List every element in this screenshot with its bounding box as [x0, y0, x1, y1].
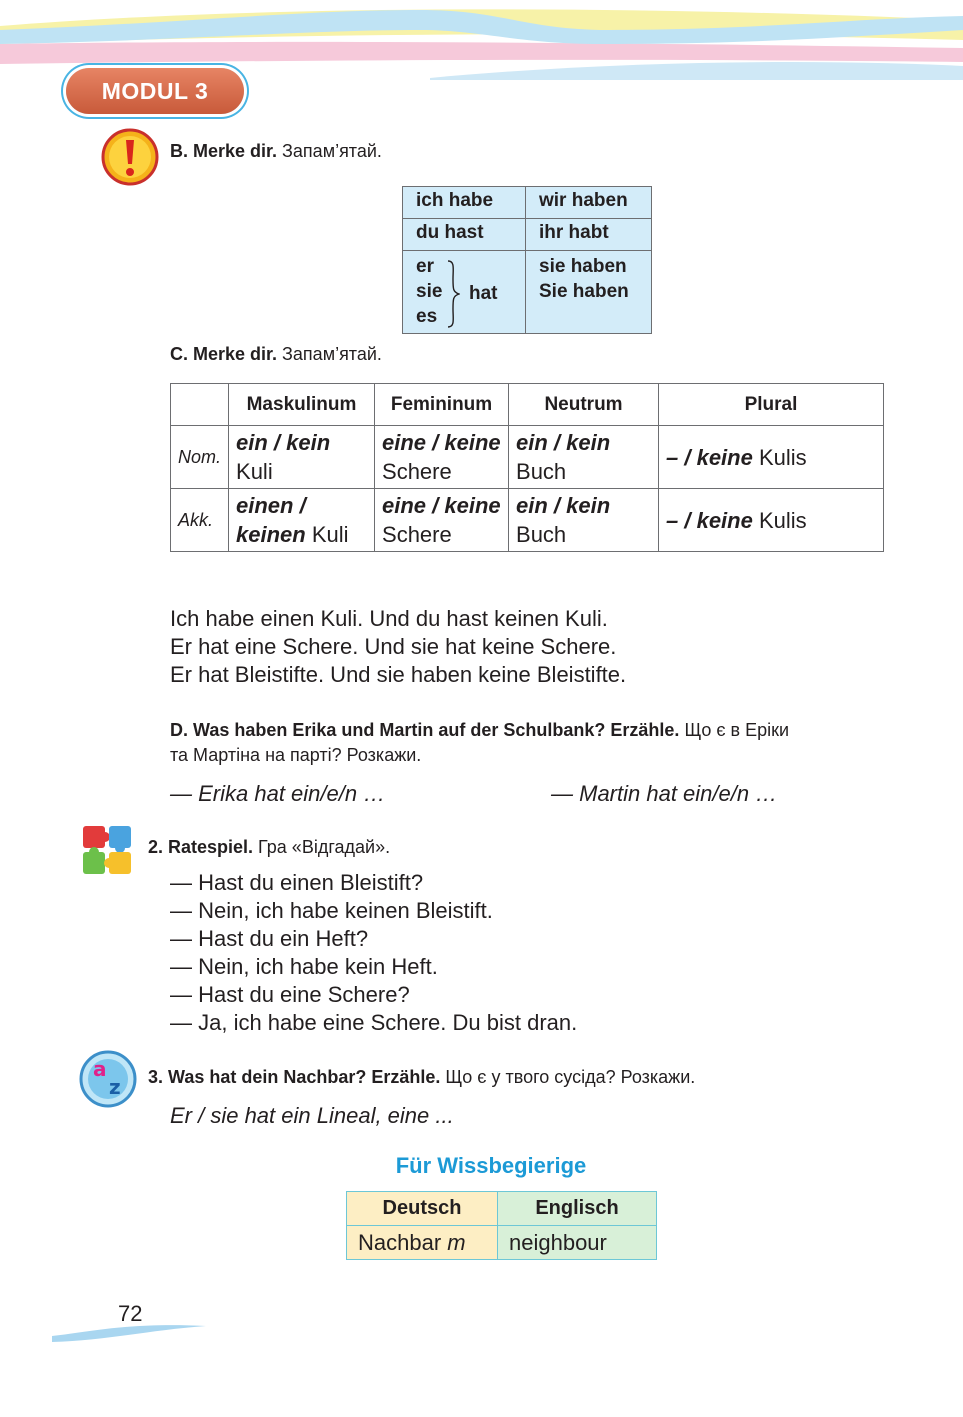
sie-haben-text: sie haben: [539, 256, 627, 277]
modul-badge: MODUL 3: [66, 68, 244, 114]
case-nom: Nom.: [171, 426, 229, 489]
vocab-en-word: neighbour: [498, 1226, 657, 1260]
section-c-heading: C. Merke dir. Запам’ятай.: [170, 344, 382, 364]
answer-erika: — Erika hat ein/e/n …: [170, 781, 386, 806]
col-header-maskulinum: Maskulinum: [229, 384, 375, 426]
task-3-example: Er / sie hat ein Lineal, eine ...: [170, 1103, 454, 1128]
dialogue-line: — Nein, ich habe kein Heft.: [170, 954, 438, 979]
cell-wir-haben: wir haben: [526, 187, 652, 219]
exclamation-icon: [101, 128, 159, 186]
cell-nom-plural: – / keine Kulis: [659, 426, 884, 489]
answer-martin: — Martin hat ein/e/n …: [551, 781, 778, 806]
cell-ihr-habt: ihr habt: [526, 219, 652, 251]
vocab-table: [346, 1191, 657, 1260]
dialogue-line: — Ja, ich habe eine Schere. Du bist dran.: [170, 1010, 578, 1035]
cell-ich-habe: ich habe: [403, 187, 526, 219]
puzzle-icon: [79, 822, 137, 877]
cell-nom-neut: ein / kein Buch: [509, 426, 659, 489]
cell-akk-neut: ein / kein Buch: [509, 489, 659, 552]
vocab-header-englisch: Englisch: [498, 1192, 657, 1226]
cell-sie-haben: [526, 251, 652, 334]
table-row: [171, 426, 884, 489]
example-line: Er hat Bleistifte. Und sie haben keine Bleistifte.: [170, 662, 627, 687]
section-d-heading: D. Was haben Erika und Martin auf der Schulbank? Erzähle. Що є в Еріки та Мартіна на парті? Розкажи.: [170, 720, 790, 765]
cell-du-hast: du hast: [403, 219, 526, 251]
svg-text:a: a: [93, 1057, 107, 1081]
footer-swoosh: [50, 1318, 210, 1348]
pronoun-sie: sie: [416, 281, 443, 302]
dialogue-line: — Hast du eine Schere?: [170, 982, 410, 1007]
task-2-heading: 2. Ratespiel. Гра «Відгадай».: [148, 837, 391, 857]
vocab-header-deutsch: Deutsch: [347, 1192, 498, 1226]
cell-nom-fem: eine / keine Schere: [375, 426, 509, 489]
section-b-heading: B. Merke dir. Запам’ятай.: [170, 141, 382, 161]
col-header-neutrum: Neutrum: [509, 384, 659, 426]
col-header-plural: Plural: [659, 384, 884, 426]
dialogue-line: — Hast du einen Bleistift?: [170, 870, 424, 895]
example-sentences: [170, 605, 626, 689]
col-header-femininum: Femininum: [375, 384, 509, 426]
case-akk: Akk.: [171, 489, 229, 552]
pronoun-es: es: [416, 306, 438, 327]
svg-text:z: z: [109, 1075, 121, 1099]
ratespiel-dialogue: [170, 869, 577, 1037]
cell-er-sie-es-hat: [403, 251, 526, 334]
article-table: [170, 383, 884, 552]
cell-akk-fem: eine / keine Schere: [375, 489, 509, 552]
example-line: Er hat eine Schere. Und sie hat keine Schere.: [170, 634, 617, 659]
verb-haben-table: [402, 186, 652, 334]
pronoun-er: er: [416, 256, 434, 277]
page-number: 72: [118, 1301, 143, 1326]
a-z-icon: [79, 1050, 137, 1108]
task-3-heading: 3. Was hat dein Nachbar? Erzähle. Що є у твого сусіда? Розкажи.: [148, 1067, 696, 1087]
wissbegierige-title: Für Wissbegierige: [395, 1153, 587, 1178]
curly-brace-icon: [446, 259, 460, 329]
sie-haben-formal-text: Sie haben: [539, 281, 629, 302]
cell-nom-mask: ein / kein Kuli: [229, 426, 375, 489]
dialogue-line: — Hast du ein Heft?: [170, 926, 369, 951]
table-row: [171, 489, 884, 552]
cell-akk-mask: einen / keinen Kuli: [229, 489, 375, 552]
example-line: Ich habe einen Kuli. Und du hast keinen Kuli.: [170, 606, 608, 631]
dialogue-line: — Nein, ich habe keinen Bleistift.: [170, 898, 493, 923]
verb-hat: hat: [469, 283, 498, 304]
col-header-empty: [171, 384, 229, 426]
vocab-de-word: Nachbar m: [347, 1226, 498, 1260]
cell-akk-plural: – / keine Kulis: [659, 489, 884, 552]
